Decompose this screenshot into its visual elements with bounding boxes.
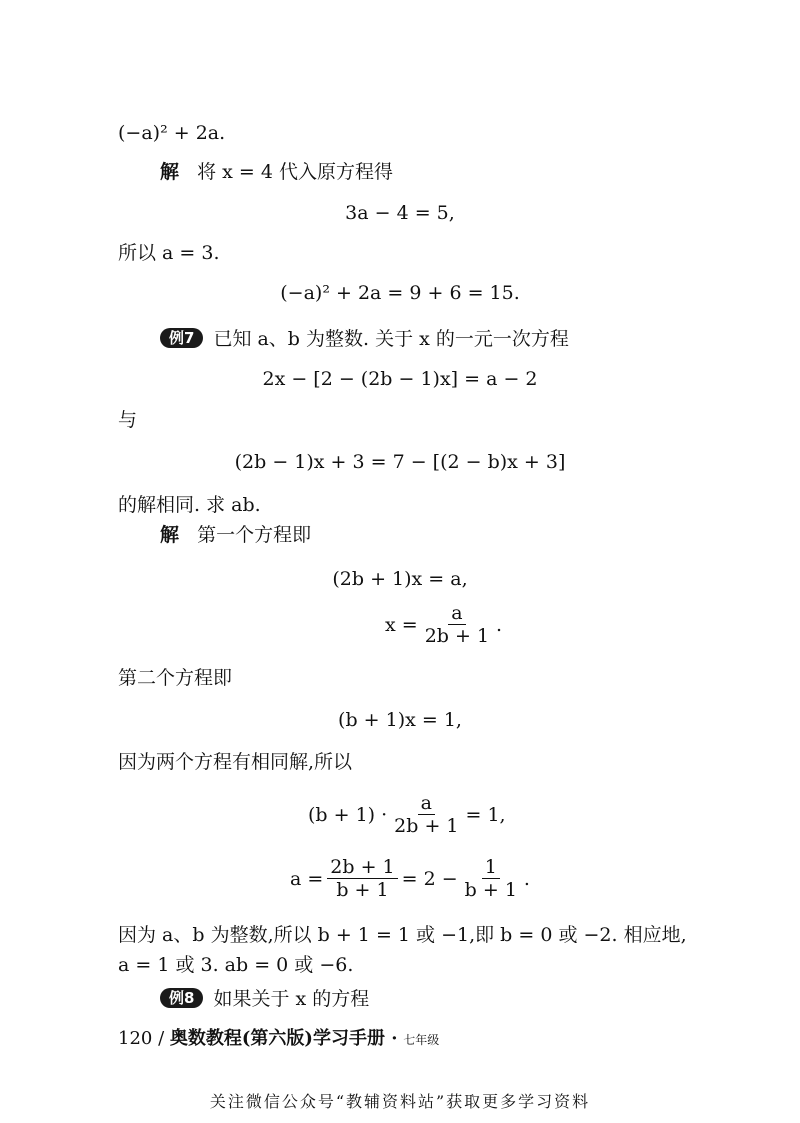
- equation-left: a =: [290, 867, 324, 890]
- fraction: [327, 856, 397, 901]
- equation: 2x − [2 − (2b − 1)x] = a − 2: [262, 368, 538, 390]
- equation-left: x =: [385, 613, 418, 636]
- example-heading: [160, 986, 369, 1012]
- equation-right: = 1,: [465, 803, 506, 826]
- solution-text: 将 x = 4 代入原方程得: [197, 161, 394, 183]
- text-line: 因为 a、b 为整数,所以 b + 1 = 1 或 −1,即 b = 0 或 −2. 相应地,: [118, 924, 687, 946]
- text-line: a = 1 或 3. ab = 0 或 −6.: [118, 954, 354, 976]
- numerator: 2b + 1: [327, 856, 397, 879]
- fraction: [422, 602, 492, 647]
- equation-fraction: [308, 792, 506, 837]
- solution-label: 解: [160, 161, 180, 183]
- equation-fraction: [290, 856, 530, 901]
- book-title: 奥数教程(第六版)学习手册 ·: [169, 1028, 398, 1049]
- equation-fraction: [385, 602, 502, 647]
- fraction: [391, 792, 461, 837]
- numerator: 1: [482, 856, 500, 879]
- denominator: 2b + 1: [424, 625, 490, 647]
- grade-label: 七年级: [403, 1033, 440, 1047]
- equation-end: .: [523, 867, 530, 890]
- solution-line: [160, 522, 311, 548]
- equation-end: .: [496, 613, 503, 636]
- text-line: (−a)² + 2a.: [118, 122, 226, 144]
- equation-left: (b + 1) ·: [308, 803, 388, 826]
- equation: (2b − 1)x + 3 = 7 − [(2 − b)x + 3]: [234, 451, 566, 473]
- watermark-text: 关注微信公众号“教辅资料站”获取更多学习资料: [209, 1092, 591, 1111]
- example-heading: [160, 326, 569, 352]
- example-text: 如果关于 x 的方程: [213, 988, 370, 1010]
- page-number: 120: [118, 1028, 153, 1049]
- footer-separator: /: [158, 1028, 165, 1049]
- text-line: 因为两个方程有相同解,所以: [118, 751, 353, 773]
- equation-middle: = 2 −: [401, 867, 458, 890]
- text-line: 第二个方程即: [118, 667, 233, 689]
- solution-label: 解: [160, 524, 180, 546]
- equation: (b + 1)x = 1,: [338, 709, 462, 731]
- numerator: a: [418, 792, 435, 815]
- numerator: a: [448, 602, 465, 625]
- equation: 3a − 4 = 5,: [345, 202, 455, 224]
- solution-text: 第一个方程即: [197, 524, 312, 546]
- solution-line: [160, 159, 393, 185]
- equation: (−a)² + 2a = 9 + 6 = 15.: [280, 282, 520, 304]
- denominator: 2b + 1: [394, 815, 459, 837]
- text-line: 与: [118, 409, 138, 431]
- page-footer: [118, 1024, 439, 1050]
- denominator: b + 1: [464, 879, 517, 901]
- example-tag: 例7: [160, 328, 203, 348]
- example-text: 已知 a、b 为整数. 关于 x 的一元一次方程: [213, 328, 569, 350]
- fraction: [462, 856, 520, 901]
- text-line: 所以 a = 3.: [118, 242, 220, 264]
- text-line: 的解相同. 求 ab.: [118, 494, 261, 516]
- equation: (2b + 1)x = a,: [332, 568, 468, 590]
- denominator: b + 1: [336, 879, 389, 901]
- example-tag: 例8: [160, 988, 203, 1008]
